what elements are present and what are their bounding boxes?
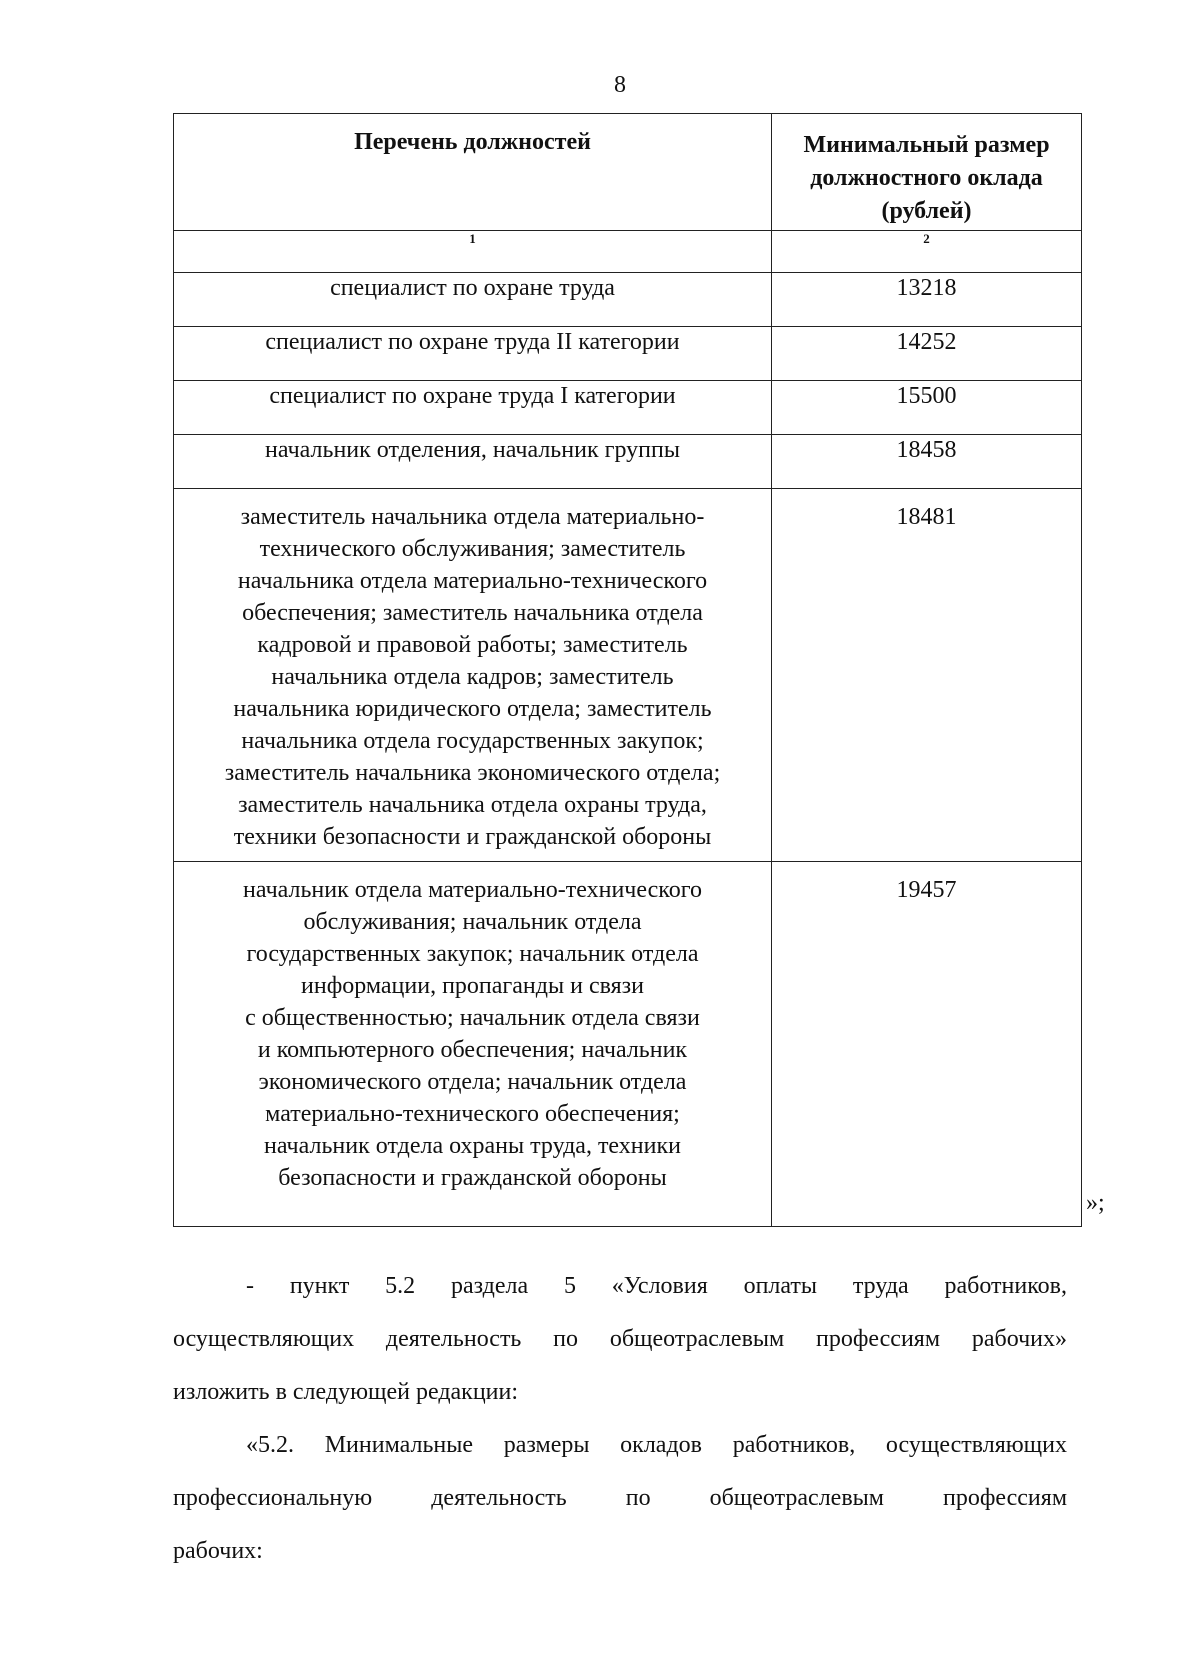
position-line: с общественностью; начальник отдела связи bbox=[245, 1005, 700, 1031]
position-line: заместитель начальника отдела материально- bbox=[240, 504, 705, 530]
position-cell: специалист по охране труда I категории bbox=[174, 381, 772, 435]
position-line: начальника отдела кадров; заместитель bbox=[271, 664, 674, 690]
table-row bbox=[174, 489, 1082, 862]
position-line: информации, пропаганды и связи bbox=[301, 973, 644, 999]
paragraph-line: - пункт 5.2 раздела 5 «Условия оплаты труда работников, bbox=[246, 1273, 1067, 1299]
salary-cell: 15500 bbox=[772, 381, 1082, 435]
table-row bbox=[174, 435, 1082, 489]
position-line: обеспечения; заместитель начальника отдела bbox=[242, 600, 703, 626]
position-line: заместитель начальника отдела охраны труда, bbox=[238, 792, 707, 818]
position-cell: начальник отделения, начальник группы bbox=[174, 435, 772, 489]
paragraph-line: осуществляющих деятельность по общеотраслевым профессиям рабочих» bbox=[173, 1326, 1067, 1352]
header-min-salary-line: должностного оклада bbox=[810, 165, 1043, 191]
salary-cell: 18458 bbox=[772, 435, 1082, 489]
table-header-row bbox=[174, 114, 1082, 231]
closing-quote-mark: »; bbox=[1086, 1190, 1105, 1216]
position-line: и компьютерного обеспечения; начальник bbox=[257, 1037, 688, 1063]
table-row bbox=[174, 273, 1082, 327]
table-row bbox=[174, 381, 1082, 435]
salary-cell: 18481 bbox=[772, 489, 1082, 862]
position-line: кадровой и правовой работы; заместитель bbox=[257, 632, 688, 658]
column-number-row bbox=[174, 231, 1082, 273]
paragraph-line: изложить в следующей редакции: bbox=[173, 1379, 519, 1405]
position-line: безопасности и гражданской обороны bbox=[278, 1165, 667, 1191]
position-line: технического обслуживания; заместитель bbox=[259, 536, 686, 562]
position-line: техники безопасности и гражданской обороны bbox=[233, 824, 712, 850]
position-line: начальник отдела материально-технического bbox=[243, 877, 702, 903]
position-cell bbox=[174, 862, 772, 1227]
position-cell: специалист по охране труда bbox=[174, 273, 772, 327]
salary-cell: 13218 bbox=[772, 273, 1082, 327]
header-min-salary-line: Минимальный размер bbox=[803, 132, 1050, 158]
salary-table bbox=[173, 113, 1082, 1227]
paragraph-clause-5-2 bbox=[173, 1419, 1067, 1578]
paragraph-line: профессиональную деятельность по общеотраслевым профессиям bbox=[173, 1485, 1067, 1511]
position-line: заместитель начальника экономического отдела; bbox=[224, 760, 721, 786]
position-cell: специалист по охране труда II категории bbox=[174, 327, 772, 381]
position-line: начальник отдела охраны труда, техники bbox=[264, 1133, 681, 1159]
position-line: государственных закупок; начальник отдела bbox=[246, 941, 699, 967]
salary-cell: 19457 bbox=[772, 862, 1082, 1227]
page-number: 8 bbox=[614, 72, 626, 98]
paragraph-line: «5.2. Минимальные размеры окладов работников, осуществляющих bbox=[246, 1432, 1067, 1458]
position-line: обслуживания; начальник отдела bbox=[303, 909, 642, 935]
position-line: экономического отдела; начальник отдела bbox=[258, 1069, 687, 1095]
position-line: начальника юридического отдела; заместитель bbox=[233, 696, 712, 722]
header-min-salary-line: (рублей) bbox=[881, 198, 972, 224]
paragraph-line: рабочих: bbox=[173, 1538, 263, 1564]
column-number: 2 bbox=[772, 231, 1082, 273]
paragraph-amendment bbox=[173, 1260, 1067, 1419]
column-number: 1 bbox=[174, 231, 772, 273]
header-positions: Перечень должностей bbox=[174, 114, 772, 231]
position-line: начальника отдела материально-технического bbox=[237, 568, 708, 594]
header-min-salary bbox=[772, 114, 1082, 231]
position-cell bbox=[174, 489, 772, 862]
table-row bbox=[174, 862, 1082, 1227]
salary-cell: 14252 bbox=[772, 327, 1082, 381]
position-line: материально-технического обеспечения; bbox=[265, 1101, 680, 1127]
position-line: начальника отдела государственных закупок; bbox=[241, 728, 704, 754]
table-row bbox=[174, 327, 1082, 381]
